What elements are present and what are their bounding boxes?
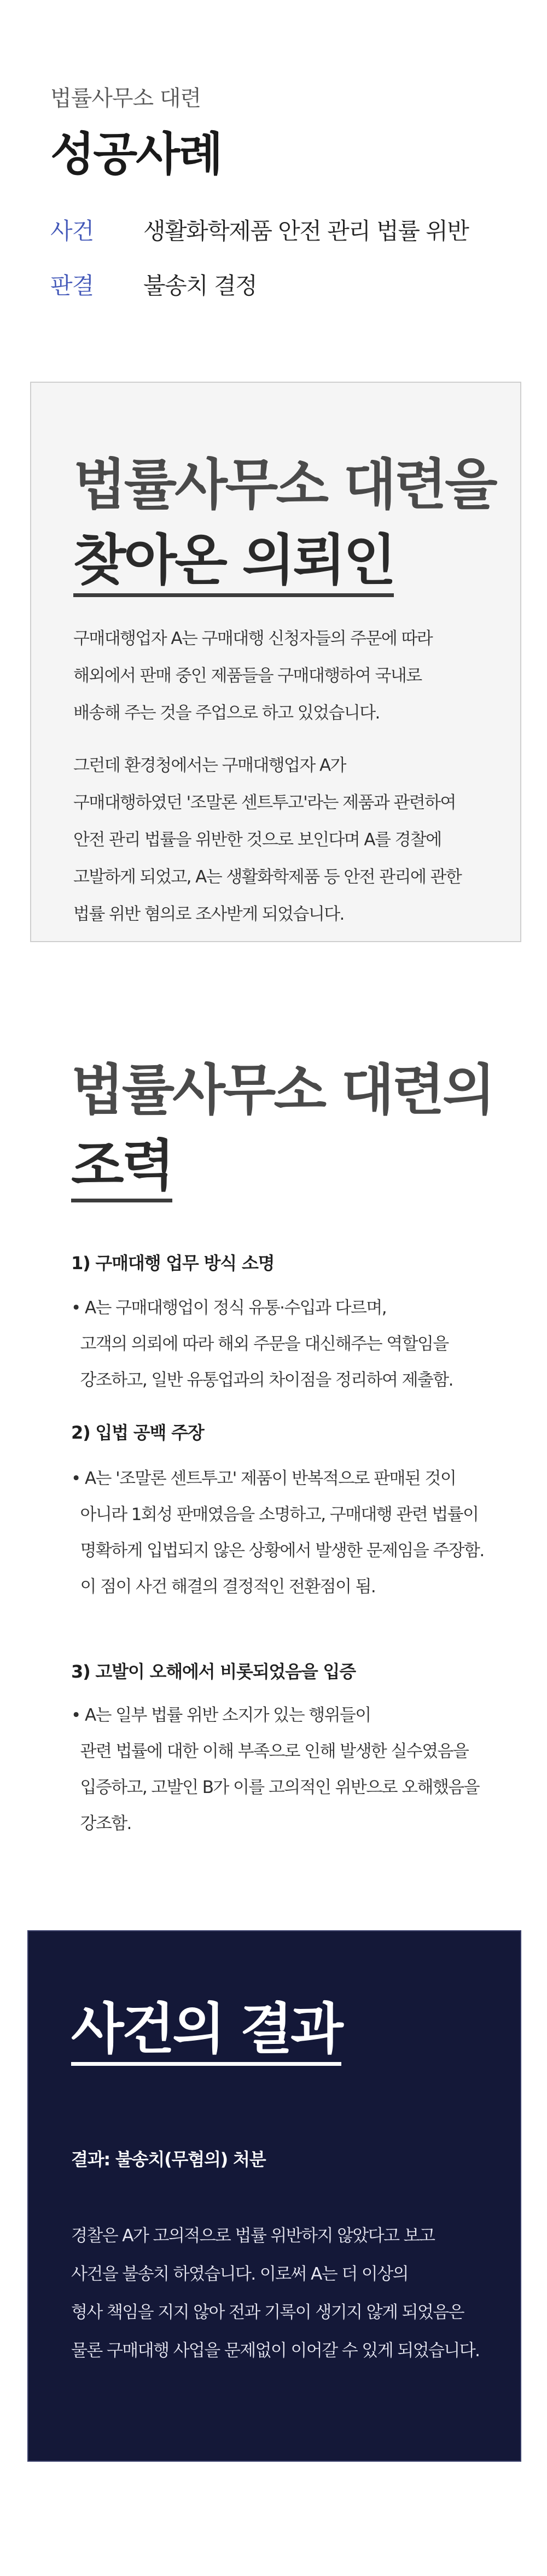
client-paragraph-2 — [73, 747, 461, 933]
point-line: 아니라 1회성 판매였음을 소명하고, 구매대행 관련 법률이 — [71, 1505, 479, 1524]
text-line: 배송해 주는 것을 주업으로 하고 있었습니다. — [73, 703, 380, 723]
point-line: • A는 구매대행업이 정식 유통·수입과 다르며, — [71, 1298, 386, 1318]
point-line: 강조함. — [71, 1814, 131, 1833]
text-line: 경찰은 A가 고의적으로 법률 위반하지 않았다고 보고 — [71, 2226, 435, 2246]
text-line: 형사 책임을 지지 않아 전과 기록이 생기지 않게 되었음은 — [71, 2303, 464, 2322]
text-line: 물론 구매대행 사업을 문제없이 이어갈 수 있게 되었습니다. — [71, 2341, 480, 2361]
case-value: 생활화학제품 안전 관리 법률 위반 — [143, 218, 469, 244]
text-line: 구매대행하였던 '조말론 센트투고'라는 제품과 관련하여 — [73, 793, 456, 813]
page-title: 성공사례 — [50, 127, 222, 181]
point-line: • A는 일부 법률 위반 소지가 있는 행위들이 — [71, 1705, 371, 1725]
text-line: 사건을 불송치 하였습니다. 이로써 A는 더 이상의 — [71, 2264, 408, 2284]
client-title-line1: 법률사무소 대련을 — [73, 453, 496, 517]
point-line: • A는 '조말론 센트투고' 제품이 반복적으로 판매된 것이 — [71, 1469, 456, 1488]
help-point-1 — [71, 1249, 453, 1398]
point-line: 명확하게 입법되지 않은 상황에서 발생한 문제임을 주장함. — [71, 1541, 484, 1561]
help-point-3 — [71, 1658, 479, 1842]
text-line: 해외에서 판매 중인 제품들을 구매대행하여 국내로 — [73, 666, 422, 686]
help-section — [71, 1053, 520, 1204]
help-title-line1: 법률사무소 대련의 — [71, 1058, 493, 1122]
case-row-verdict — [50, 268, 521, 301]
point-line: 이 점이 사건 해결의 결정적인 전환점이 됨. — [71, 1577, 376, 1597]
result-title: 사건의 결과 — [71, 1997, 341, 2066]
help-title-line2: 조력 — [71, 1134, 172, 1202]
client-section-title — [73, 447, 496, 598]
firm-name: 법률사무소 대련 — [50, 86, 201, 111]
result-subtitle: 결과: 불송치(무혐의) 처분 — [71, 2149, 266, 2170]
page-header — [50, 81, 499, 184]
result-section-title — [71, 1991, 341, 2067]
client-paragraph-1 — [73, 620, 432, 732]
verdict-label: 판결 — [50, 272, 94, 299]
verdict-value: 불송치 결정 — [143, 272, 257, 299]
point-line: 강조하고, 일반 유통업과의 차이점을 정리하여 제출함. — [71, 1370, 453, 1390]
result-section — [27, 1930, 521, 2462]
client-title-line2: 찾아온 의뢰인 — [73, 528, 394, 597]
text-line: 고발하게 되었고, A는 생활화학제품 등 안전 관리에 관한 — [73, 867, 462, 887]
point-heading: 3) 고발이 오해에서 비롯되었음을 입증 — [71, 1661, 356, 1682]
case-label: 사건 — [50, 218, 94, 244]
point-heading: 1) 구매대행 업무 방식 소명 — [71, 1253, 275, 1274]
point-heading: 2) 입법 공백 주장 — [71, 1422, 204, 1443]
point-line: 입증하고, 고발인 B가 이를 고의적인 위반으로 오해했음을 — [71, 1778, 479, 1797]
point-line: 고객의 의뢰에 따라 해외 주문을 대신해주는 역할임을 — [71, 1334, 449, 1354]
text-line: 법률 위반 혐의로 조사받게 되었습니다. — [73, 904, 344, 924]
result-paragraph — [71, 2217, 479, 2370]
client-section — [30, 382, 521, 942]
text-line: 구매대행업자 A는 구매대행 신청자들의 주문에 따라 — [73, 629, 433, 649]
help-section-title — [71, 1053, 520, 1204]
help-point-2 — [71, 1419, 484, 1605]
text-line: 안전 관리 법률을 위반한 것으로 보인다며 A를 경찰에 — [73, 830, 441, 850]
case-row-case — [50, 213, 521, 246]
text-line: 그런데 환경청에서는 구매대행업자 A가 — [73, 756, 346, 775]
point-line: 관련 법률에 대한 이해 부족으로 인해 발생한 실수였음을 — [71, 1742, 469, 1761]
